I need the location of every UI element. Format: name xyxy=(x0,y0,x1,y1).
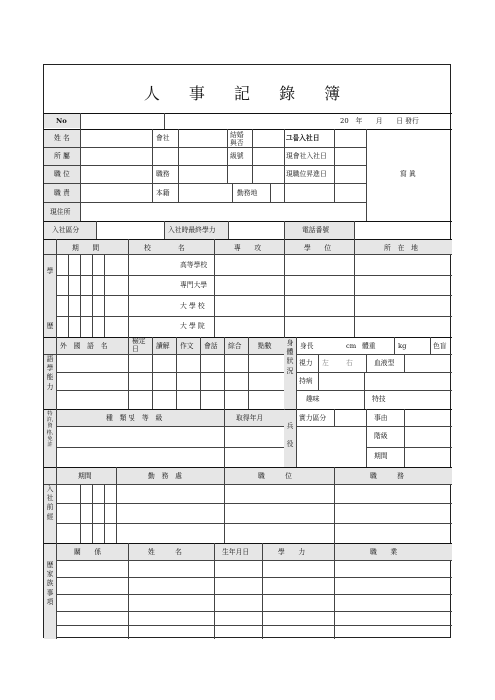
license-header-kind: 種 類 및 等 級 xyxy=(106,414,163,422)
family-header-name: 姓 名 xyxy=(148,548,182,556)
label-vision-left: 左 xyxy=(322,359,329,367)
family-header-relation: 關 係 xyxy=(74,548,102,556)
label-company-entry: 現會社入社日 xyxy=(286,152,327,160)
school-high: 高等學校 xyxy=(180,261,208,269)
career-header-duty: 職 務 xyxy=(370,472,404,480)
label-name: 姓 名 xyxy=(54,134,70,142)
personnel-record-form xyxy=(43,64,451,638)
body-section-label: 身 體 狀 況 xyxy=(286,339,294,375)
military-section-label: 兵 役 xyxy=(286,422,294,449)
family-header-birthdate: 生年月日 xyxy=(222,548,250,556)
label-color-blind: 色盲 xyxy=(433,342,447,350)
career-header-period: 期間 xyxy=(78,472,92,480)
no-label: No xyxy=(56,117,67,125)
edu-header-school: 校 名 xyxy=(144,244,185,252)
label-duty: 職務 xyxy=(156,170,170,178)
education-section-label: 學 歷 xyxy=(46,267,54,331)
label-specialty: 特技 xyxy=(372,395,386,403)
language-section-label: 語 學 能 力 xyxy=(46,355,54,391)
school-junior-college: 專門大學 xyxy=(180,281,208,289)
photo-box-label: 寫 眞 xyxy=(400,170,416,178)
label-role: 職 責 xyxy=(54,189,70,197)
label-position: 職 位 xyxy=(54,170,70,178)
license-section-label: 特 許, 資 格, 免 許 xyxy=(46,411,54,449)
label-discharge-reason: 事由 xyxy=(374,414,388,422)
edu-header-period: 期 間 xyxy=(72,244,100,252)
label-phone: 電話番號 xyxy=(302,226,330,234)
label-entry-type: 入社區分 xyxy=(52,226,80,234)
lang-header-overall: 綜合 xyxy=(228,342,242,350)
edu-header-location: 所 在 地 xyxy=(384,244,418,252)
lang-header-speaking: 會話 xyxy=(204,342,218,350)
label-disease: 持病 xyxy=(299,377,313,385)
career-section-label: 入 社 前 經 xyxy=(46,485,54,521)
issue-date: 20 年 月 日 發行 xyxy=(340,117,419,125)
family-header-education: 學 力 xyxy=(278,548,306,556)
lang-header-reading: 讀解 xyxy=(156,342,170,350)
label-vision: 視力 xyxy=(299,359,313,367)
lang-header-writing: 作文 xyxy=(180,342,194,350)
unit-cm: cm xyxy=(346,342,357,350)
family-section-label: 歷 家 族 事 項 xyxy=(46,561,54,606)
edu-header-major: 專 攻 xyxy=(234,244,262,252)
label-military-grade: 階級 xyxy=(374,432,388,440)
school-university: 大 學 校 xyxy=(180,302,205,310)
label-service-type: 實力區分 xyxy=(299,414,327,422)
lang-header-score: 點數 xyxy=(258,342,272,350)
lang-header-name: 外 國 語 名 xyxy=(60,342,108,350)
label-education-at-entry: 入社時最終學力 xyxy=(168,226,216,234)
label-hobby: 趣味 xyxy=(306,395,320,403)
label-hometown: 本籍 xyxy=(156,189,170,197)
label-blood-type: 血液型 xyxy=(374,359,395,367)
label-vision-right: 右 xyxy=(346,359,353,367)
label-marital: 結婚 與否 xyxy=(230,131,244,148)
label-dept: 所 屬 xyxy=(54,152,70,160)
license-header-date: 取得年月 xyxy=(236,414,264,422)
lang-header-test-date: 檢定 日 xyxy=(132,337,146,353)
label-workplace: 勤務地 xyxy=(237,189,258,197)
label-service-period: 期間 xyxy=(374,452,388,460)
form-title: 人 事 記 錄 簿 xyxy=(143,84,353,103)
label-promotion: 現職位昇進日 xyxy=(286,170,327,178)
label-address: 現住所 xyxy=(50,208,71,216)
label-weight: 體重 xyxy=(362,342,376,350)
label-group-entry: 그룹入社日 xyxy=(286,134,320,142)
career-header-position: 職 位 xyxy=(258,472,292,480)
edu-header-degree: 學 位 xyxy=(304,244,332,252)
label-rank: 級號 xyxy=(230,152,244,160)
label-company: 會社 xyxy=(156,134,170,142)
career-header-company: 勤 務 處 xyxy=(148,472,182,480)
unit-kg: kg xyxy=(398,342,407,350)
family-header-occupation: 職 業 xyxy=(370,548,398,556)
school-graduate: 大 學 院 xyxy=(180,322,205,330)
label-height: 身長 xyxy=(300,342,314,350)
